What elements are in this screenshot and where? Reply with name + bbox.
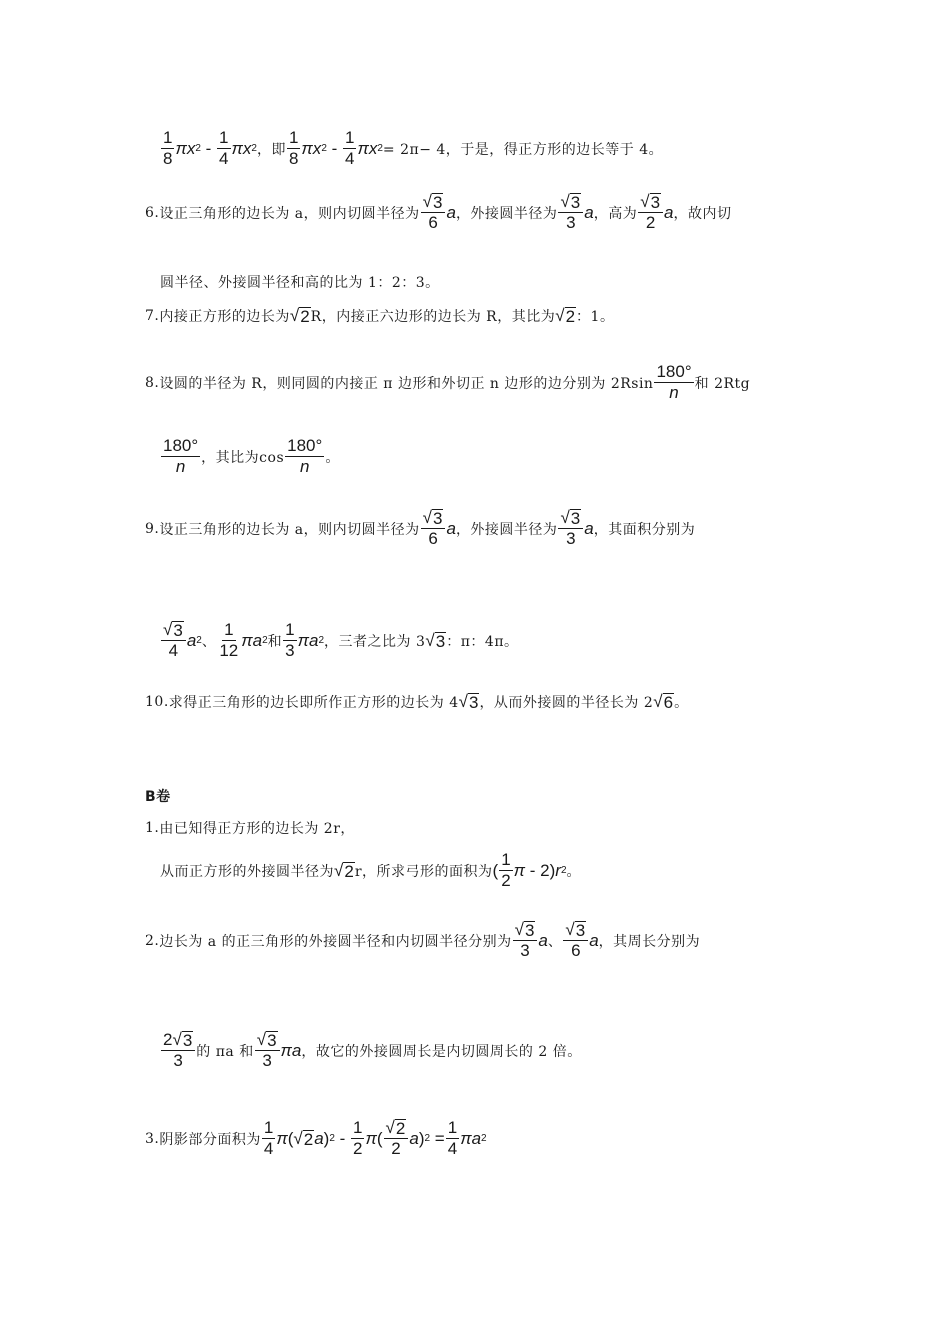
b1-number: 1. <box>145 820 160 836</box>
b1-text-4: 。 <box>566 863 582 880</box>
b1-line-2: 从而正方形的外接圆半径为 √ 2 r，所求弓形的面积为 ( $\frac{1}{2}$ π - 2) r 2 。 <box>160 850 582 890</box>
b1-text-3: r，所求弓形的面积为 <box>354 863 493 880</box>
item-7-text-1: 内接正方形的边长为 <box>159 309 290 325</box>
item-8-degree-2: 180° <box>163 436 199 455</box>
item-8-number: 8. <box>145 374 160 391</box>
b3-number: 3. <box>145 1130 160 1147</box>
item-6-text-1: 设正三角形的边长为 a，则内切圆半径为 <box>159 205 420 222</box>
item-8-degree-3: 180° <box>287 436 323 455</box>
item-7-text-2: R，内接正六边形的边长为 R，其比为 <box>310 309 556 325</box>
b2-text-2: 、 <box>547 933 563 950</box>
item-8-text-3: ，其比为cos <box>201 449 285 466</box>
item-7-text-3: ：1。 <box>576 309 615 325</box>
item-9-text-7: ：π：4π。 <box>446 633 519 650</box>
item-9-text-1: 设正三角形的边长为 a，则内切圆半径为 <box>159 521 420 538</box>
b2-text-1: 边长为 a 的正三角形的外接圆半径和内切圆半径分别为 <box>159 933 512 950</box>
item-8-line: 8. 设圆的半径为 R，则同圆的内接正 π 边形和外切正 n 边形的边分别为 2Rsin $\frac{180^\circ}{n}$ 和 2Rtg <box>145 362 751 402</box>
b3-text-1: 阴影部分面积为 <box>159 1131 261 1148</box>
item-9-text-3: ，其面积分别为 <box>593 521 696 538</box>
item-6-number: 6. <box>145 204 160 221</box>
item-6-text-4: ，故内切 <box>673 205 732 222</box>
item-10-text-1: 求得正三角形的边长即所作正方形的边长为 4 <box>168 695 459 711</box>
item-9-number: 9. <box>145 520 160 537</box>
item-8-text-2: 和 2Rtg <box>694 375 751 392</box>
b2-line-2: 2√ 3 3 的 πa 和 √ 3 3 πa ，故它的外接圆周长是内切圆周长的 2 倍。 <box>163 1030 582 1070</box>
item-6-line: 6. 设正三角形的边长为 a，则内切圆半径为 √ 3 6 a ，外接圆半径为 √ 3 3 a ，高为 √ 3 2 a ，故内切 <box>145 192 732 232</box>
b1-line <box>145 818 355 838</box>
item-9-line-2: √ 3 4 a 2 、 $\frac{1}{12}$ πa 2 和 $\frac{1}{3}$ πa 2 ，三者之比为 3 √ 3 ：π：4π。 <box>163 620 519 660</box>
item-8-line-2: $\frac{180^\circ}{n}$ ，其比为cos $\frac{180^\circ}{n}$ 。 <box>163 436 340 476</box>
item-6-text-3: ，高为 <box>593 205 638 222</box>
top-text-1: ，即 <box>256 141 286 158</box>
item-10-text-3: 。 <box>674 695 689 711</box>
item-10-line: 10. 求得正三角形的边长即所作正方形的边长为 4 √ 3 ，从而外接圆的半径长为 2 √ 6 。 <box>145 692 689 712</box>
item-6-text-5: 圆半径、外接圆半径和高的比为 1：2：3。 <box>160 275 440 291</box>
item-10-text-2: ，从而外接圆的半径长为 2 <box>479 695 654 711</box>
item-8-text-1: 设圆的半径为 R，则同圆的内接正 π 边形和外切正 n 边形的边分别为 2Rsin <box>159 375 654 392</box>
item-8-degree-1: 180° <box>656 362 692 381</box>
b2-text-3: ，其周长分别为 <box>598 933 701 950</box>
item-7-line: 7. 内接正方形的边长为 √ 2 R，内接正六边形的边长为 R，其比为 √ 2 ：1。 <box>145 306 615 326</box>
item-6-text-2: ，外接圆半径为 <box>455 205 558 222</box>
item-10-number: 10. <box>145 694 169 710</box>
item-9-text-2: ，外接圆半径为 <box>455 521 558 538</box>
item-9-text-4: 、 <box>201 633 217 650</box>
b1-text-2: 从而正方形的外接圆半径为 <box>160 863 334 880</box>
item-6-line-2 <box>160 272 440 292</box>
b1-text-1: 由已知得正方形的边长为 2r， <box>159 821 355 837</box>
item-9-line: 9. 设正三角形的边长为 a，则内切圆半径为 √ 3 6 a ，外接圆半径为 √ 3 3 a ，其面积分别为 <box>145 508 696 548</box>
item-9-text-6: ，三者之比为 3 <box>324 633 426 650</box>
top-text-2: = 2π− 4，于是，得正方形的边长等于 4。 <box>382 141 664 158</box>
b2-line: 2. 边长为 a 的正三角形的外接圆半径和内切圆半径分别为 √ 3 3 a 、 √ 3 6 a ，其周长分别为 <box>145 920 701 960</box>
section-b-title: B卷 <box>145 789 171 805</box>
b2-text-4: 的 πa 和 <box>196 1043 254 1060</box>
b3-line: 3. 阴影部分面积为 $\frac{1}{4}$ π ( √ 2 a ) 2 - $\frac{1}{2}$ π ( √ 2 2 a ) 2 = $\frac{1}{4}$ πa 2 <box>145 1118 487 1158</box>
item-7-number: 7. <box>145 308 160 324</box>
top-formula-line: $\frac{1}{8}$ πx 2 - $\frac{1}{4}$ πx 2 ，即 $\frac{1}{8}$ πx 2 - $\frac{1}{4}$ πx 2 = 2π− 4，于是，得正方形的边长等于 4。 <box>163 128 664 168</box>
item-8-text-4: 。 <box>325 449 340 466</box>
item-9-text-5: 和 <box>267 633 283 650</box>
b2-text-5: ，故它的外接圆周长是内切圆周长的 2 倍。 <box>301 1043 582 1060</box>
b2-number: 2. <box>145 932 160 949</box>
